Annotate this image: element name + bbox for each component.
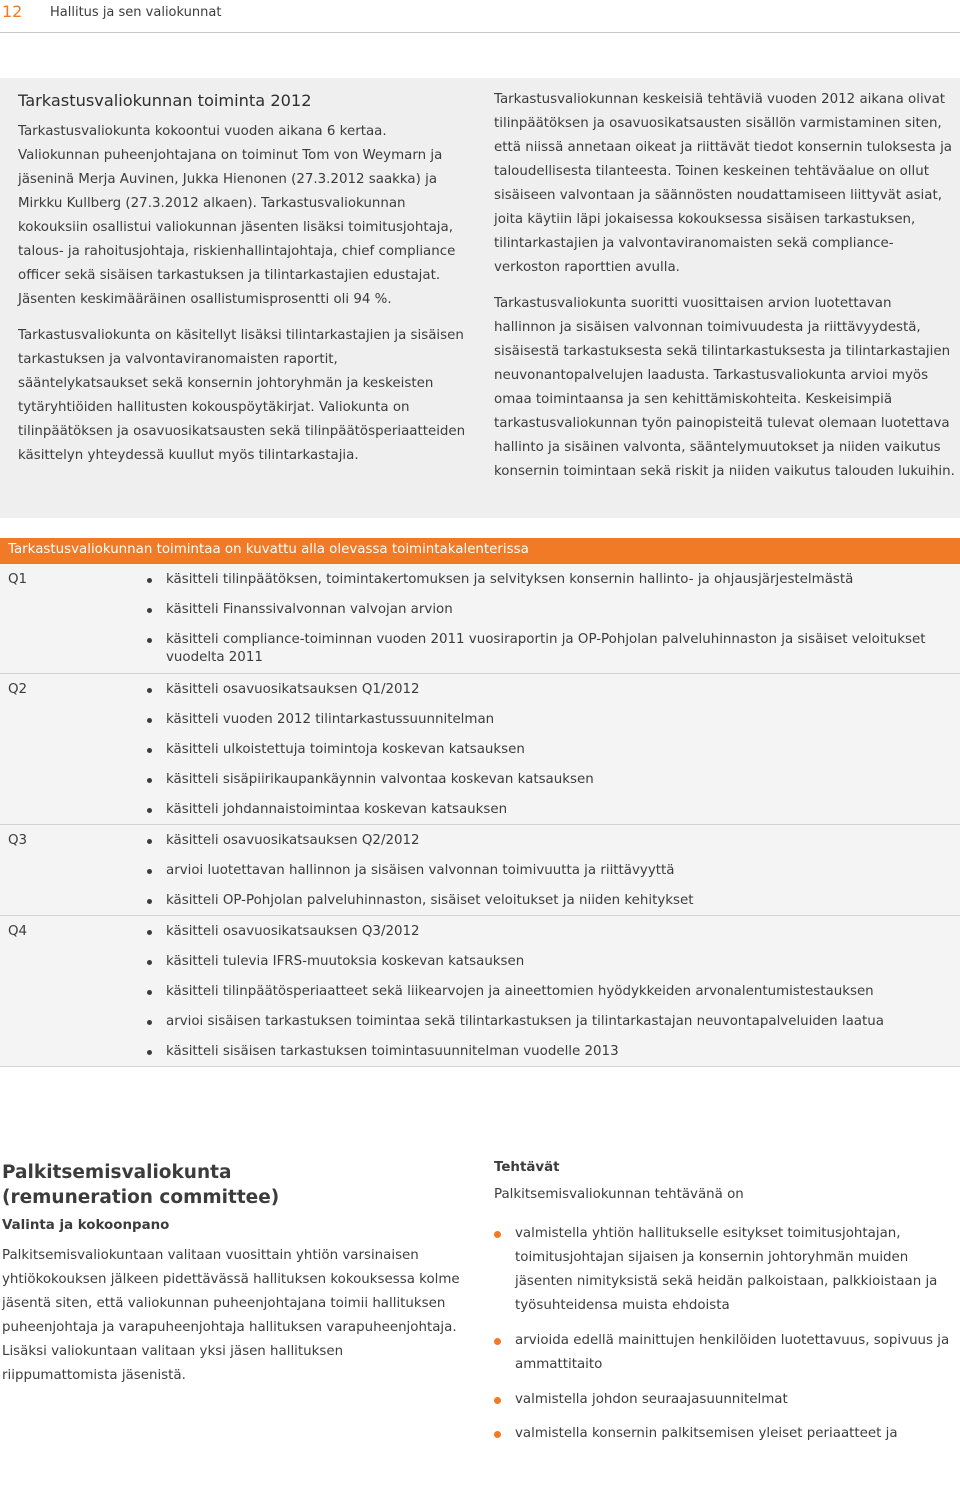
quarter-label: Q2 <box>8 682 28 697</box>
header-divider <box>0 32 960 33</box>
calendar-item: käsitteli ulkoistettuja toimintoja koskevan katsauksen <box>147 741 947 759</box>
intro-paragraph: Tarkastusvaliokunta kokoontui vuoden aikana 6 kertaa. Valiokunnan puheenjohtajana on toiminut Tom von Weymarn ja jäseninä Merja Auvinen, Jukka Hienonen (27.3.2012 saakka) ja Mirkku Kullberg (27.3.2012 alkaen). Tarkastusvaliokunnan kokouksiin osallistui valiokunnan jäsenten lisäksi toimitusjohtaja, talous- ja rahoitusjohtaja, riskienhallintajohtaja, chief compliance officer sekä sisäisen tarkastuksen ja tilintarkastajien edustajat. Jäsenten keskimääräinen osallistumisprosentti oli 94 %. <box>18 124 456 307</box>
selection-subtitle: Valinta ja kokoonpano <box>2 1218 170 1233</box>
calendar-item: käsitteli tilinpäätöksen, toimintakertomuksen ja selvityksen konsernin hallinto- ja ohjausjärjestelmästä <box>147 571 947 589</box>
calendar-row-q2 <box>0 674 960 825</box>
calendar-item: käsitteli OP-Pohjolan palveluhinnaston, sisäiset veloitukset ja niiden kehitykset <box>147 892 947 910</box>
selection-paragraph: Palkitsemisvaliokuntaan valitaan vuosittain yhtiön varsinaisen yhtiökokouksen jälkeen pidettävässä hallituksen kokouksessa kolme jäsentä siten, että valiokunnan puheenjohtajana toimii hallituksen puheenjohtaja ja varapuheenjohtaja hallituksen varapuheenjohtaja. Lisäksi valiokuntaan valitaan yksi jäsen hallituksen riippumattomista jäsenistä. <box>2 1248 460 1383</box>
intro-paragraph: Tarkastusvaliokunta suoritti vuosittaisen arvion luotettavan hallinnon ja sisäisen valvonnan toimivuudesta ja riittävyydestä, sisäisestä tarkastuksesta sekä tilintarkastuksesta ja tilintarkastajien neuvonantopalvelujen laadusta. Tarkastusvaliokunta arvioi myös omaa toimintaansa ja sen kehittämiskohteita. Keskeisimpiä tarkastusvaliokunnan työn painopisteitä tulevat olemaan luotettava hallinto ja sisäinen valvonta, sääntelymuutokset ja niiden vaikutus konsernin toimintaan sekä riskit ja niiden vaikutus talouden lukuihin. <box>494 296 955 479</box>
task-item: valmistella johdon seuraajasuunnitelmat <box>494 1388 956 1412</box>
calendar-item: arvioi luotettavan hallinnon ja sisäisen valvonnan toimivuutta ja riittävyyttä <box>147 862 947 880</box>
tasks-title: Tehtävät <box>494 1160 560 1175</box>
calendar-item: arvioi sisäisen tarkastuksen toimintaa sekä tilintarkastuksen ja tilintarkastajan neuvontapalveluiden laatua <box>147 1013 947 1031</box>
calendar-item: käsitteli tulevia IFRS-muutoksia koskevan katsauksen <box>147 953 947 971</box>
calendar-title: Tarkastusvaliokunnan toimintaa on kuvattu alla olevassa toimintakalenterissa <box>8 542 529 557</box>
calendar-row-q3 <box>0 825 960 916</box>
intro-paragraph: Tarkastusvaliokunta on käsitellyt lisäksi tilintarkastajien ja sisäisen tarkastuksen ja valvontaviranomaisten raportit, sääntelykatsaukset sekä konsernin johtoryhmän ja keskeisten tytäryhtiöiden hallitusten kokouspöytäkirjat. Valiokunta on tilinpäätöksen ja osavuosikatsausten sekä tilinpäätösperiaatteiden käsittelyn yhteydessä kuullut myös tilintarkastajia. <box>18 328 466 463</box>
intro-left-column <box>18 88 468 480</box>
section-title: Hallitus ja sen valiokunnat <box>50 5 222 20</box>
calendar-item: käsitteli osavuosikatsauksen Q2/2012 <box>147 832 947 850</box>
task-item: arvioida edellä mainittujen henkilöiden luotettavuus, sopivuus ja ammattitaito <box>494 1329 956 1377</box>
calendar-row-q1 <box>0 564 960 674</box>
page-number: 12 <box>2 2 23 21</box>
calendar-row-q4 <box>0 916 960 1067</box>
calendar-item: käsitteli osavuosikatsauksen Q3/2012 <box>147 923 947 941</box>
quarter-label: Q3 <box>8 833 28 848</box>
calendar-header <box>0 538 960 564</box>
calendar-item: käsitteli osavuosikatsauksen Q1/2012 <box>147 681 947 699</box>
calendar-item: käsitteli sisäisen tarkastuksen toimintasuunnitelman vuodelle 2013 <box>147 1043 947 1061</box>
remuneration-committee-title <box>2 1160 279 1210</box>
task-item: valmistella konsernin palkitsemisen yleiset periaatteet ja <box>494 1422 956 1446</box>
quarter-label: Q1 <box>8 572 28 587</box>
tasks-intro: Palkitsemisvaliokunnan tehtävänä on <box>494 1187 744 1202</box>
intro-title: Tarkastusvaliokunnan toiminta 2012 <box>18 91 312 110</box>
intro-right-column <box>494 88 956 496</box>
task-item: valmistella yhtiön hallitukselle esitykset toimitusjohtajan, toimitusjohtajan sijaisen ja konsernin johtoryhmän muiden jäsenten nimityksistä sekä heidän palkoistaan, palkkioistaan ja työsuhteidensa muista ehdoista <box>494 1222 956 1318</box>
remuneration-title-line: (remuneration committee) <box>2 1187 280 1208</box>
calendar-item: käsitteli compliance-toiminnan vuoden 2011 vuosiraportin ja OP-Pohjolan palveluhinnaston ja sisäiset veloitukset vuodelta 2011 <box>147 631 937 667</box>
calendar-item: käsitteli Finanssivalvonnan valvojan arvion <box>147 601 947 619</box>
calendar-item: käsitteli sisäpiirikaupankäynnin valvontaa koskevan katsauksen <box>147 771 947 789</box>
page-header <box>0 0 960 30</box>
quarter-label: Q4 <box>8 924 28 939</box>
calendar-item: käsitteli vuoden 2012 tilintarkastussuunnitelman <box>147 711 947 729</box>
remuneration-title-line: Palkitsemisvaliokunta <box>2 1162 232 1183</box>
calendar-item: käsitteli johdannaistoimintaa koskevan katsauksen <box>147 801 947 819</box>
calendar-item: käsitteli tilinpäätösperiaatteet sekä liikearvojen ja aineettomien hyödykkeiden arvonalentumistestauksen <box>147 983 947 1001</box>
intro-paragraph: Tarkastusvaliokunnan keskeisiä tehtäviä vuoden 2012 aikana olivat tilinpäätöksen ja osavuosikatsausten sisällön varmistaminen siten, että niissä annetaan oikeat ja riittävät tiedot konsernin tuloksesta ja taloudellisesta tilanteesta. Toinen keskeinen tehtäväalue on ollut sisäiseen valvontaan ja säännösten noudattamiseen liittyvät asiat, joita käytiin läpi jokaisessa kokouksessa sisäisen tarkastuksen, tilintarkastajien ja valvontaviranomaisten sekä compliance-verkoston raporttien avulla. <box>494 92 953 275</box>
